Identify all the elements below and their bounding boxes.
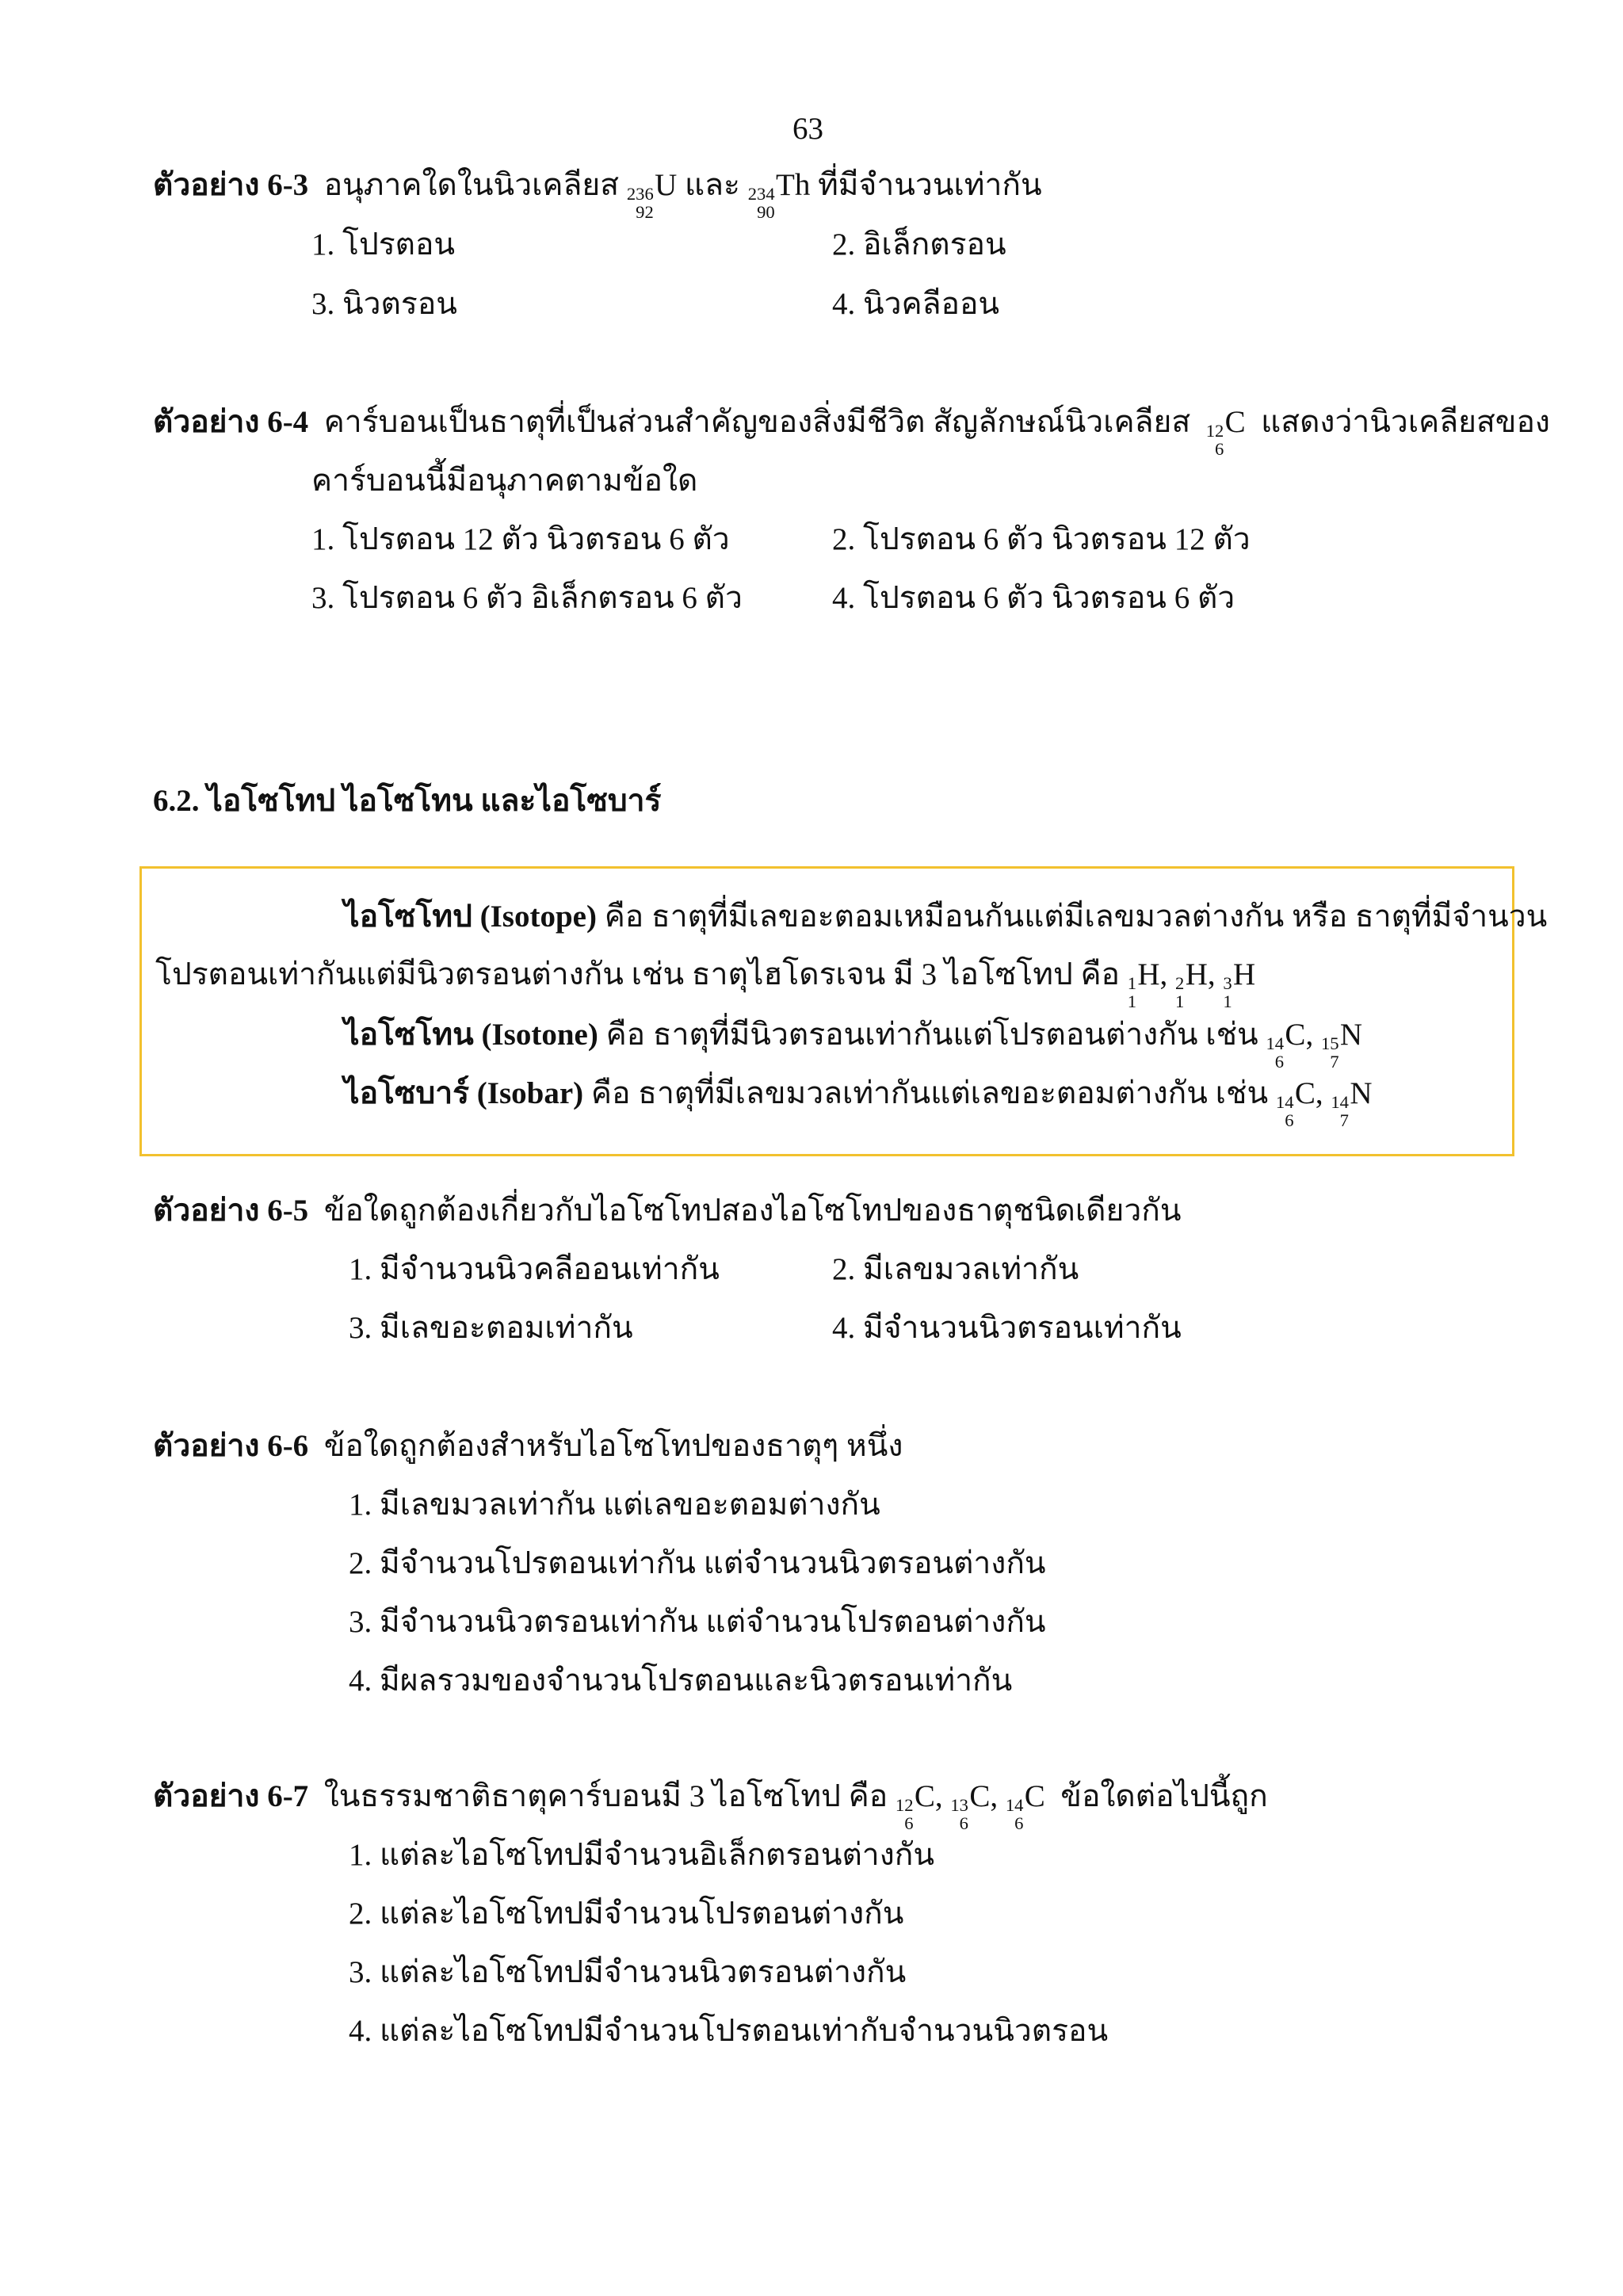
question-text-end: แสดงว่านิวเคลียสของ [1261, 405, 1550, 439]
option-3: 3. โปรตอน 6 ตัว อิเล็กตรอน 6 ตัว [311, 581, 743, 615]
isotope-definition [344, 899, 1547, 936]
option-2: 2. มีเลขมวลเท่ากัน [832, 1252, 1079, 1286]
question-text: คาร์บอนเป็นธาตุที่เป็นส่วนสำคัญของสิ่งมีชีวิต สัญลักษณ์นิวเคลียส [323, 405, 1191, 439]
nuclide-u236: 236 92 U [626, 168, 678, 222]
isotope-text-2: โปรตอนเท่ากันแต่มีนิวตรอนต่างกัน เช่น ธาตุไฮโดรเจน มี 3 ไอโซโทป คือ [155, 957, 1120, 991]
example-label: ตัวอย่าง 6-6 [153, 1429, 309, 1463]
option-1: 1. มีเลขมวลเท่ากัน แต่เลขอะตอมต่างกัน [349, 1488, 880, 1522]
isotope-text: คือ ธาตุที่มีเลขอะตอมเหมือนกันแต่มีเลขมวลต่างกัน หรือ ธาตุที่มีจำนวน [604, 900, 1548, 934]
isobar-term: ไอโซบาร์ (Isobar) [344, 1076, 584, 1110]
option-1: 1. โปรตอน 12 ตัว นิวตรอน 6 ตัว [311, 522, 730, 556]
option-4: 4. มีจำนวนนิวตรอนเท่ากัน [832, 1311, 1182, 1345]
nuclide-c14: 14 6 C, [1266, 1018, 1314, 1072]
nuclide-c12: 12 6 C, [895, 1779, 943, 1833]
question-text-end: ข้อใดต่อไปนี้ถูก [1060, 1779, 1268, 1813]
option-2: 2. มีจำนวนโปรตอนเท่ากัน แต่จำนวนนิวตรอนต่างกัน [349, 1546, 1046, 1580]
option-3: 3. แต่ละไอโซโทปมีจำนวนนิวตรอนต่างกัน [349, 1955, 907, 1989]
nuclide-c13: 13 6 C, [950, 1779, 999, 1833]
nuclide-h1: 1 1 H, [1127, 957, 1168, 1011]
example-label: ตัวอย่าง 6-5 [153, 1194, 309, 1228]
isotone-definition [344, 1017, 1362, 1072]
option-3: 3. นิวตรอน [311, 287, 457, 321]
isobar-text: คือ ธาตุที่มีเลขมวลเท่ากันแต่เลขอะตอมต่างกัน เช่น [590, 1076, 1269, 1110]
option-4: 4. โปรตอน 6 ตัว นิวตรอน 6 ตัว [832, 581, 1235, 615]
section-heading: 6.2. ไอโซโทป ไอโซโทน และไอโซบาร์ [153, 784, 662, 818]
example-label: ตัวอย่าง 6-4 [153, 405, 309, 439]
example-6-6-question [153, 1428, 903, 1465]
isotone-text: คือ ธาตุที่มีนิวตรอนเท่ากันแต่โปรตอนต่างกัน เช่น [605, 1018, 1258, 1052]
option-3: 3. มีเลขอะตอมเท่ากัน [349, 1311, 633, 1345]
isotope-definition-line2 [155, 957, 1255, 1011]
question-text: ข้อใดถูกต้องเกี่ยวกับไอโซโทปสองไอโซโทปของธาตุชนิดเดียวกัน [323, 1194, 1182, 1228]
option-2: 2. แต่ละไอโซโทปมีจำนวนโปรตอนต่างกัน [349, 1897, 904, 1931]
option-4: 4. มีผลรวมของจำนวนโปรตอนและนิวตรอนเท่ากัน [349, 1664, 1013, 1698]
option-2: 2. โปรตอน 6 ตัว นิวตรอน 12 ตัว [832, 522, 1251, 556]
page-number: 63 [792, 112, 823, 146]
nuclide-n15: 15 7 N [1320, 1018, 1363, 1072]
example-label: ตัวอย่าง 6-3 [153, 168, 309, 202]
example-6-3-question [153, 167, 1042, 222]
option-1: 1. มีจำนวนนิวคลีออนเท่ากัน [349, 1252, 720, 1286]
option-1: 1. แต่ละไอโซโทปมีจำนวนอิเล็กตรอนต่างกัน [349, 1838, 935, 1872]
example-6-4-question [153, 404, 1550, 459]
option-4: 4. แต่ละไอโซโทปมีจำนวนโปรตอนเท่ากับจำนวนนิวตรอน [349, 2014, 1109, 2048]
option-4: 4. นิวคลีออน [832, 287, 1000, 321]
example-label: ตัวอย่าง 6-7 [153, 1779, 309, 1813]
option-2: 2. อิเล็กตรอน [832, 227, 1006, 262]
question-continuation: คาร์บอนนี้มีอนุภาคตามข้อใด [311, 464, 698, 498]
question-text-end: ที่มีจำนวนเท่ากัน [818, 168, 1042, 202]
isotone-term: ไอโซโทน (Isotone) [344, 1018, 598, 1052]
nuclide-n14: 14 7 N [1331, 1076, 1373, 1130]
isotope-term: ไอโซโทป (Isotope) [344, 900, 597, 934]
nuclide-th234: 234 90 Th [747, 168, 811, 222]
option-3: 3. มีจำนวนนิวตรอนเท่ากัน แต่จำนวนโปรตอนต่างกัน [349, 1605, 1046, 1639]
nuclide-h2: 2 1 H, [1175, 957, 1216, 1011]
conjunction-text: และ [685, 168, 740, 202]
nuclide-c14: 14 6 C, [1275, 1076, 1323, 1130]
question-text: ข้อใดถูกต้องสำหรับไอโซโทปของธาตุๆ หนึ่ง [323, 1429, 903, 1463]
question-text: อนุภาคใดในนิวเคลียส [323, 168, 620, 202]
isobar-definition [344, 1075, 1372, 1130]
nuclide-c12: 12 6 C [1205, 405, 1246, 459]
nuclide-h3: 3 1 H [1223, 957, 1256, 1011]
question-text: ในธรรมชาติธาตุคาร์บอนมี 3 ไอโซโทป คือ [323, 1779, 888, 1813]
example-6-7-question [153, 1778, 1268, 1833]
example-6-5-question [153, 1193, 1182, 1230]
option-1: 1. โปรตอน [311, 227, 456, 262]
nuclide-c14: 14 6 C [1005, 1779, 1045, 1833]
